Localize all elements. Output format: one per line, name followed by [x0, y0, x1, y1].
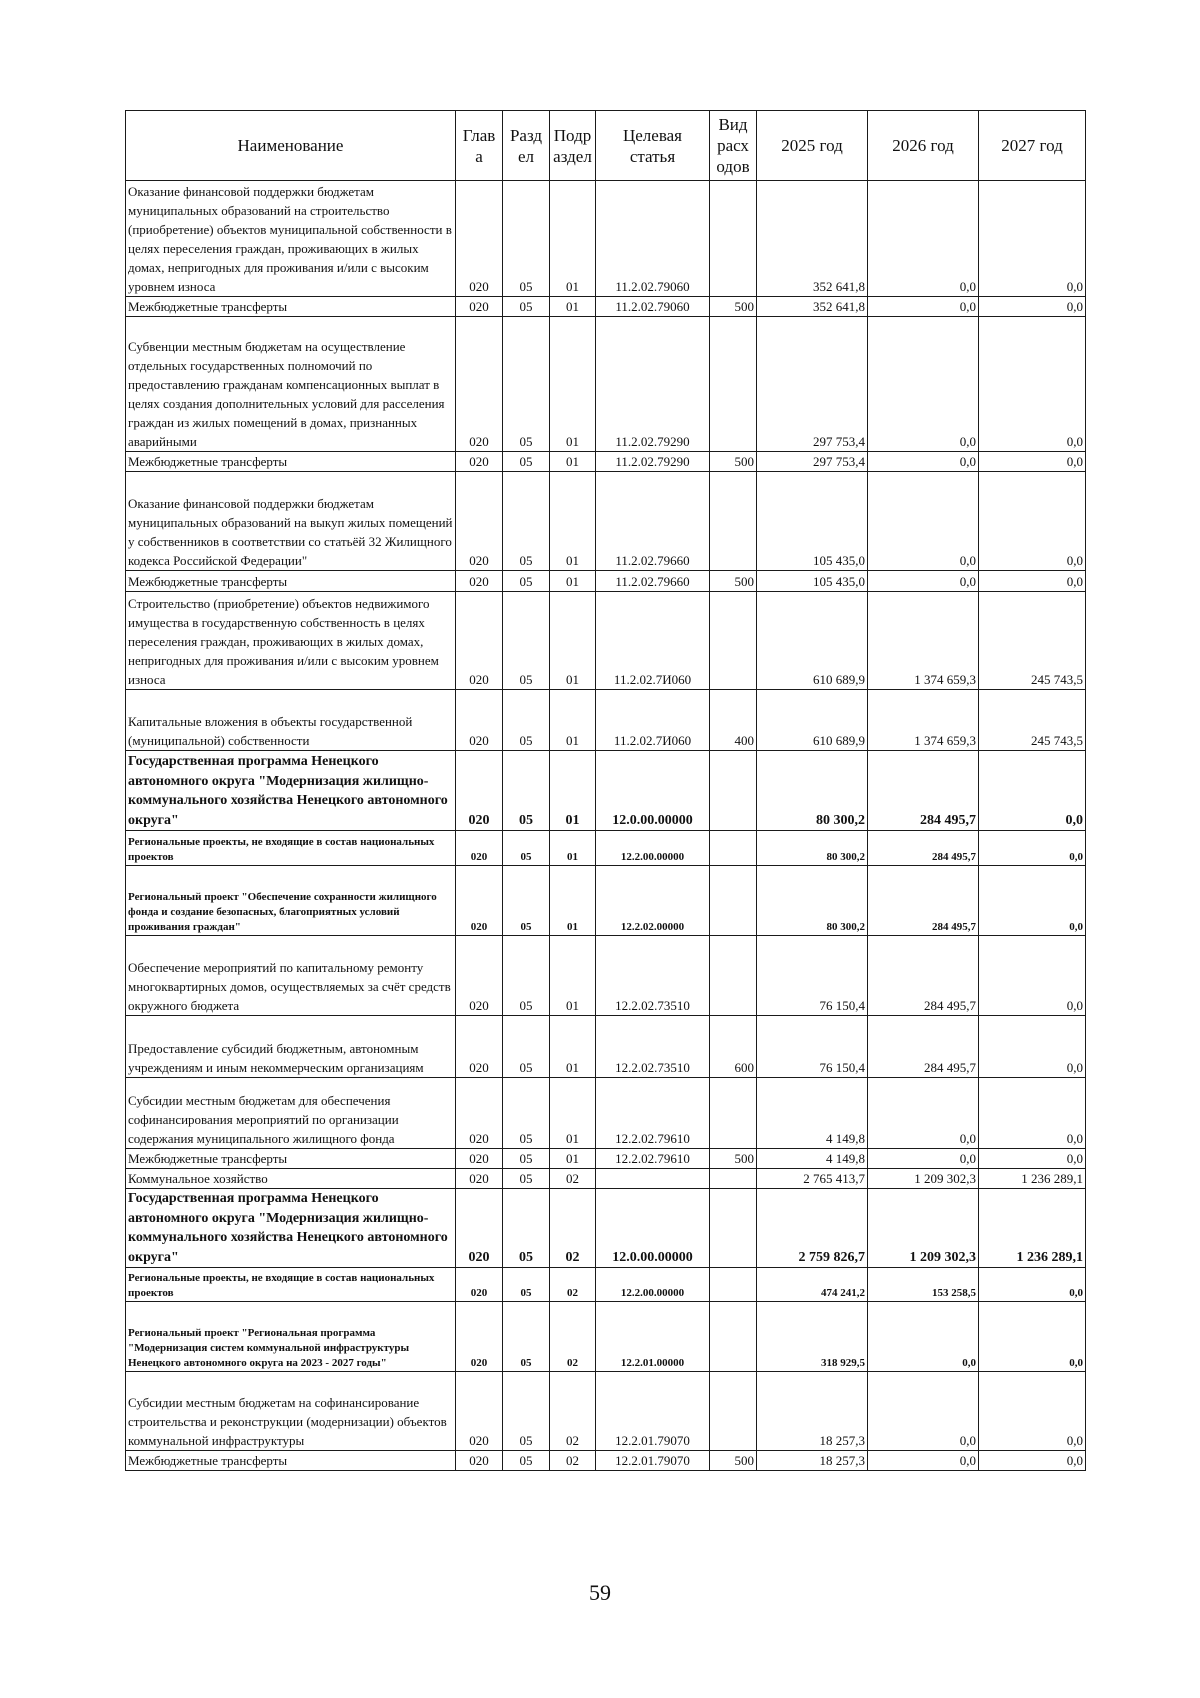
cell-razdel: 05 — [503, 831, 550, 866]
cell-amount-2027: 0,0 — [979, 1149, 1086, 1169]
cell-amount-2025: 4 149,8 — [757, 1149, 868, 1169]
cell-razdel: 05 — [503, 866, 550, 936]
cell-amount-2025: 318 929,5 — [757, 1302, 868, 1372]
cell-amount-2025: 76 150,4 — [757, 1016, 868, 1078]
cell-expense-type — [710, 1302, 757, 1372]
cell-expense-type — [710, 1372, 757, 1451]
cell-razdel: 05 — [503, 1372, 550, 1451]
cell-glava: 020 — [456, 690, 503, 751]
cell-amount-2025: 2 759 826,7 — [757, 1189, 868, 1268]
table-header — [126, 111, 1086, 181]
cell-target-article: 12.2.00.00000 — [596, 1268, 710, 1302]
cell-amount-2027: 0,0 — [979, 936, 1086, 1016]
cell-razdel: 05 — [503, 1268, 550, 1302]
cell-amount-2027: 0,0 — [979, 1302, 1086, 1372]
cell-name: Капитальные вложения в объекты государственной (муниципальной) собственности — [126, 690, 456, 751]
cell-name: Субсидии местным бюджетам на софинансирование строительства и реконструкции (модернизации) объектов коммунальной инфраструктуры — [126, 1372, 456, 1451]
cell-target-article: 11.2.02.79660 — [596, 571, 710, 592]
cell-amount-2025: 297 753,4 — [757, 317, 868, 452]
cell-razdel: 05 — [503, 936, 550, 1016]
cell-amount-2027: 0,0 — [979, 1016, 1086, 1078]
cell-amount-2027: 0,0 — [979, 452, 1086, 472]
cell-amount-2026: 1 209 302,3 — [868, 1189, 979, 1268]
cell-name: Региональные проекты, не входящие в состав национальных проектов — [126, 831, 456, 866]
cell-amount-2025: 610 689,9 — [757, 690, 868, 751]
cell-podrazdel: 02 — [550, 1268, 596, 1302]
cell-expense-type — [710, 317, 757, 452]
cell-glava: 020 — [456, 866, 503, 936]
cell-glava: 020 — [456, 571, 503, 592]
cell-name: Строительство (приобретение) объектов недвижимого имущества в государственную собственность в целях переселения граждан, проживающих в жилых домах, непригодных для проживания и/или с высоким уровнем износа — [126, 592, 456, 690]
cell-podrazdel: 02 — [550, 1302, 596, 1372]
cell-podrazdel: 01 — [550, 866, 596, 936]
table-row — [126, 1372, 1086, 1451]
cell-glava: 020 — [456, 936, 503, 1016]
cell-glava: 020 — [456, 1302, 503, 1372]
cell-razdel: 05 — [503, 1169, 550, 1189]
cell-expense-type: 400 — [710, 690, 757, 751]
table-row — [126, 181, 1086, 297]
cell-amount-2025: 80 300,2 — [757, 866, 868, 936]
cell-expense-type: 500 — [710, 452, 757, 472]
cell-target-article: 12.0.00.00000 — [596, 751, 710, 831]
cell-amount-2026: 1 209 302,3 — [868, 1169, 979, 1189]
cell-amount-2026: 0,0 — [868, 1078, 979, 1149]
cell-podrazdel: 02 — [550, 1372, 596, 1451]
cell-target-article: 11.2.02.7И060 — [596, 690, 710, 751]
header-name: Наименование — [126, 111, 456, 181]
cell-expense-type — [710, 472, 757, 571]
table-row — [126, 317, 1086, 452]
cell-name: Государственная программа Ненецкого автономного округа "Модернизация жилищно-коммунального хозяйства Ненецкого автономного округа" — [126, 1189, 456, 1268]
cell-amount-2027: 0,0 — [979, 181, 1086, 297]
table-row — [126, 472, 1086, 571]
cell-target-article: 11.2.02.79290 — [596, 452, 710, 472]
cell-podrazdel: 01 — [550, 472, 596, 571]
cell-glava: 020 — [456, 181, 503, 297]
header-razdel: Разд ел — [503, 111, 550, 181]
cell-glava: 020 — [456, 317, 503, 452]
header-expense-type: Вид расх одов — [710, 111, 757, 181]
cell-target-article: 12.2.02.00000 — [596, 866, 710, 936]
cell-podrazdel: 02 — [550, 1451, 596, 1471]
cell-target-article: 12.2.02.73510 — [596, 1016, 710, 1078]
cell-name: Региональный проект "Обеспечение сохранности жилищного фонда и создание безопасных, благоприятных условий проживания граждан" — [126, 866, 456, 936]
cell-name: Коммунальное хозяйство — [126, 1169, 456, 1189]
cell-glava: 020 — [456, 1149, 503, 1169]
cell-name: Субвенции местным бюджетам на осуществление отдельных государственных полномочий по предоставлению гражданам компенсационных выплат в целях создания дополнительных условий для расселения граждан из жилых помещений в домах, признанных аварийными — [126, 317, 456, 452]
cell-expense-type — [710, 592, 757, 690]
cell-amount-2025: 105 435,0 — [757, 571, 868, 592]
cell-amount-2026: 284 495,7 — [868, 866, 979, 936]
cell-expense-type: 500 — [710, 1451, 757, 1471]
cell-glava: 020 — [456, 751, 503, 831]
cell-glava: 020 — [456, 592, 503, 690]
cell-amount-2025: 2 765 413,7 — [757, 1169, 868, 1189]
cell-amount-2025: 352 641,8 — [757, 181, 868, 297]
cell-amount-2026: 1 374 659,3 — [868, 690, 979, 751]
cell-glava: 020 — [456, 1078, 503, 1149]
cell-target-article: 12.2.01.79070 — [596, 1451, 710, 1471]
table-row — [126, 690, 1086, 751]
cell-target-article: 11.2.02.79660 — [596, 472, 710, 571]
cell-amount-2025: 80 300,2 — [757, 831, 868, 866]
cell-name: Межбюджетные трансферты — [126, 1451, 456, 1471]
cell-amount-2027: 0,0 — [979, 571, 1086, 592]
cell-amount-2026: 0,0 — [868, 571, 979, 592]
cell-amount-2025: 352 641,8 — [757, 297, 868, 317]
cell-expense-type — [710, 1268, 757, 1302]
cell-target-article: 12.2.01.79070 — [596, 1372, 710, 1451]
cell-glava: 020 — [456, 1268, 503, 1302]
cell-amount-2027: 1 236 289,1 — [979, 1169, 1086, 1189]
cell-podrazdel: 02 — [550, 1169, 596, 1189]
table-row — [126, 1268, 1086, 1302]
cell-podrazdel: 01 — [550, 751, 596, 831]
header-glava: Глав а — [456, 111, 503, 181]
header-podrazdel: Подр аздел — [550, 111, 596, 181]
cell-glava: 020 — [456, 297, 503, 317]
cell-amount-2026: 0,0 — [868, 472, 979, 571]
cell-glava: 020 — [456, 1451, 503, 1471]
table-row — [126, 592, 1086, 690]
cell-name: Предоставление субсидий бюджетным, автономным учреждениям и иным некоммерческим организациям — [126, 1016, 456, 1078]
cell-expense-type — [710, 1189, 757, 1268]
cell-podrazdel: 01 — [550, 1078, 596, 1149]
cell-amount-2025: 76 150,4 — [757, 936, 868, 1016]
cell-expense-type — [710, 1078, 757, 1149]
table-row — [126, 831, 1086, 866]
cell-amount-2026: 0,0 — [868, 317, 979, 452]
cell-amount-2027: 1 236 289,1 — [979, 1189, 1086, 1268]
table-row — [126, 1302, 1086, 1372]
cell-name: Межбюджетные трансферты — [126, 1149, 456, 1169]
header-year-2025: 2025 год — [757, 111, 868, 181]
cell-amount-2025: 105 435,0 — [757, 472, 868, 571]
cell-target-article: 12.2.02.73510 — [596, 936, 710, 1016]
cell-amount-2026: 0,0 — [868, 181, 979, 297]
cell-expense-type: 500 — [710, 571, 757, 592]
cell-target-article: 12.2.02.79610 — [596, 1078, 710, 1149]
header-year-2026: 2026 год — [868, 111, 979, 181]
cell-podrazdel: 01 — [550, 452, 596, 472]
cell-name: Оказание финансовой поддержки бюджетам муниципальных образований на выкуп жилых помещений у собственников в соответствии со статьёй 32 Жилищного кодекса Российской Федерации" — [126, 472, 456, 571]
cell-razdel: 05 — [503, 592, 550, 690]
cell-podrazdel: 01 — [550, 297, 596, 317]
cell-razdel: 05 — [503, 690, 550, 751]
cell-target-article: 12.0.00.00000 — [596, 1189, 710, 1268]
cell-target-article: 11.2.02.79290 — [596, 317, 710, 452]
cell-name: Государственная программа Ненецкого автономного округа "Модернизация жилищно-коммунального хозяйства Ненецкого автономного округа" — [126, 751, 456, 831]
cell-amount-2026: 0,0 — [868, 1451, 979, 1471]
cell-expense-type — [710, 866, 757, 936]
cell-amount-2026: 284 495,7 — [868, 831, 979, 866]
cell-name: Межбюджетные трансферты — [126, 297, 456, 317]
table-row — [126, 1016, 1086, 1078]
header-year-2027: 2027 год — [979, 111, 1086, 181]
cell-target-article: 12.2.01.00000 — [596, 1302, 710, 1372]
cell-amount-2027: 0,0 — [979, 1078, 1086, 1149]
cell-amount-2025: 18 257,3 — [757, 1451, 868, 1471]
cell-razdel: 05 — [503, 1078, 550, 1149]
cell-amount-2026: 153 258,5 — [868, 1268, 979, 1302]
cell-razdel: 05 — [503, 297, 550, 317]
table-row — [126, 936, 1086, 1016]
table-row — [126, 452, 1086, 472]
cell-target-article: 12.2.00.00000 — [596, 831, 710, 866]
cell-podrazdel: 01 — [550, 936, 596, 1016]
cell-glava: 020 — [456, 472, 503, 571]
cell-amount-2027: 0,0 — [979, 866, 1086, 936]
cell-amount-2026: 0,0 — [868, 452, 979, 472]
cell-podrazdel: 01 — [550, 831, 596, 866]
cell-razdel: 05 — [503, 751, 550, 831]
cell-amount-2027: 0,0 — [979, 831, 1086, 866]
cell-podrazdel: 02 — [550, 1189, 596, 1268]
cell-podrazdel: 01 — [550, 592, 596, 690]
cell-target-article: 11.2.02.79060 — [596, 297, 710, 317]
header-row — [126, 111, 1086, 181]
cell-amount-2026: 284 495,7 — [868, 936, 979, 1016]
cell-glava: 020 — [456, 1016, 503, 1078]
page-number: 59 — [589, 1580, 611, 1605]
cell-podrazdel: 01 — [550, 690, 596, 751]
table-row — [126, 751, 1086, 831]
cell-target-article: 11.2.02.7И060 — [596, 592, 710, 690]
cell-podrazdel: 01 — [550, 317, 596, 452]
cell-target-article: 11.2.02.79060 — [596, 181, 710, 297]
cell-amount-2027: 245 743,5 — [979, 690, 1086, 751]
cell-glava: 020 — [456, 1372, 503, 1451]
cell-amount-2026: 284 495,7 — [868, 751, 979, 831]
cell-amount-2027: 0,0 — [979, 1451, 1086, 1471]
cell-amount-2026: 284 495,7 — [868, 1016, 979, 1078]
cell-glava: 020 — [456, 452, 503, 472]
cell-expense-type — [710, 1169, 757, 1189]
cell-amount-2026: 0,0 — [868, 1302, 979, 1372]
cell-expense-type: 500 — [710, 1149, 757, 1169]
cell-name: Субсидии местным бюджетам для обеспечения софинансирования мероприятий по организации содержания муниципального жилищного фонда — [126, 1078, 456, 1149]
cell-glava: 020 — [456, 831, 503, 866]
cell-amount-2025: 4 149,8 — [757, 1078, 868, 1149]
cell-name: Межбюджетные трансферты — [126, 571, 456, 592]
cell-podrazdel: 01 — [550, 181, 596, 297]
table-row — [126, 1169, 1086, 1189]
cell-amount-2026: 0,0 — [868, 1149, 979, 1169]
cell-target-article — [596, 1169, 710, 1189]
cell-amount-2026: 0,0 — [868, 297, 979, 317]
cell-name: Региональный проект "Региональная программа "Модернизация систем коммунальной инфраструктуры Ненецкого автономного округа на 2023 - 2027 годы" — [126, 1302, 456, 1372]
cell-razdel: 05 — [503, 571, 550, 592]
cell-target-article: 12.2.02.79610 — [596, 1149, 710, 1169]
cell-razdel: 05 — [503, 1451, 550, 1471]
cell-amount-2027: 245 743,5 — [979, 592, 1086, 690]
cell-razdel: 05 — [503, 317, 550, 452]
cell-glava: 020 — [456, 1189, 503, 1268]
cell-name: Оказание финансовой поддержки бюджетам муниципальных образований на строительство (приобретение) объектов муниципальной собственности в целях переселения граждан, проживающих в жилых домах, непригодных для проживания и/или с высоким уровнем износа — [126, 181, 456, 297]
cell-amount-2026: 0,0 — [868, 1372, 979, 1451]
cell-amount-2025: 297 753,4 — [757, 452, 868, 472]
budget-table — [125, 110, 1086, 1471]
cell-podrazdel: 01 — [550, 571, 596, 592]
cell-razdel: 05 — [503, 1016, 550, 1078]
cell-amount-2027: 0,0 — [979, 317, 1086, 452]
cell-razdel: 05 — [503, 1189, 550, 1268]
cell-amount-2026: 1 374 659,3 — [868, 592, 979, 690]
cell-razdel: 05 — [503, 452, 550, 472]
cell-amount-2027: 0,0 — [979, 472, 1086, 571]
cell-podrazdel: 01 — [550, 1149, 596, 1169]
cell-name: Межбюджетные трансферты — [126, 452, 456, 472]
table-row — [126, 1078, 1086, 1149]
cell-expense-type — [710, 831, 757, 866]
cell-expense-type — [710, 751, 757, 831]
table-row — [126, 1149, 1086, 1169]
cell-name: Обеспечение мероприятий по капитальному ремонту многоквартирных домов, осуществляемых за счёт средств окружного бюджета — [126, 936, 456, 1016]
cell-amount-2027: 0,0 — [979, 297, 1086, 317]
cell-name: Региональные проекты, не входящие в состав национальных проектов — [126, 1268, 456, 1302]
cell-razdel: 05 — [503, 181, 550, 297]
cell-amount-2025: 610 689,9 — [757, 592, 868, 690]
table-row — [126, 1189, 1086, 1268]
cell-amount-2027: 0,0 — [979, 751, 1086, 831]
cell-expense-type: 600 — [710, 1016, 757, 1078]
cell-amount-2027: 0,0 — [979, 1268, 1086, 1302]
table-body — [126, 181, 1086, 1471]
cell-expense-type — [710, 181, 757, 297]
cell-amount-2025: 18 257,3 — [757, 1372, 868, 1451]
cell-podrazdel: 01 — [550, 1016, 596, 1078]
table-row — [126, 297, 1086, 317]
cell-expense-type: 500 — [710, 297, 757, 317]
cell-amount-2027: 0,0 — [979, 1372, 1086, 1451]
cell-razdel: 05 — [503, 1302, 550, 1372]
cell-amount-2025: 474 241,2 — [757, 1268, 868, 1302]
header-target-article: Целевая статья — [596, 111, 710, 181]
table-row — [126, 1451, 1086, 1471]
table-row — [126, 571, 1086, 592]
cell-razdel: 05 — [503, 472, 550, 571]
cell-expense-type — [710, 936, 757, 1016]
cell-glava: 020 — [456, 1169, 503, 1189]
cell-amount-2025: 80 300,2 — [757, 751, 868, 831]
table-row — [126, 866, 1086, 936]
cell-razdel: 05 — [503, 1149, 550, 1169]
